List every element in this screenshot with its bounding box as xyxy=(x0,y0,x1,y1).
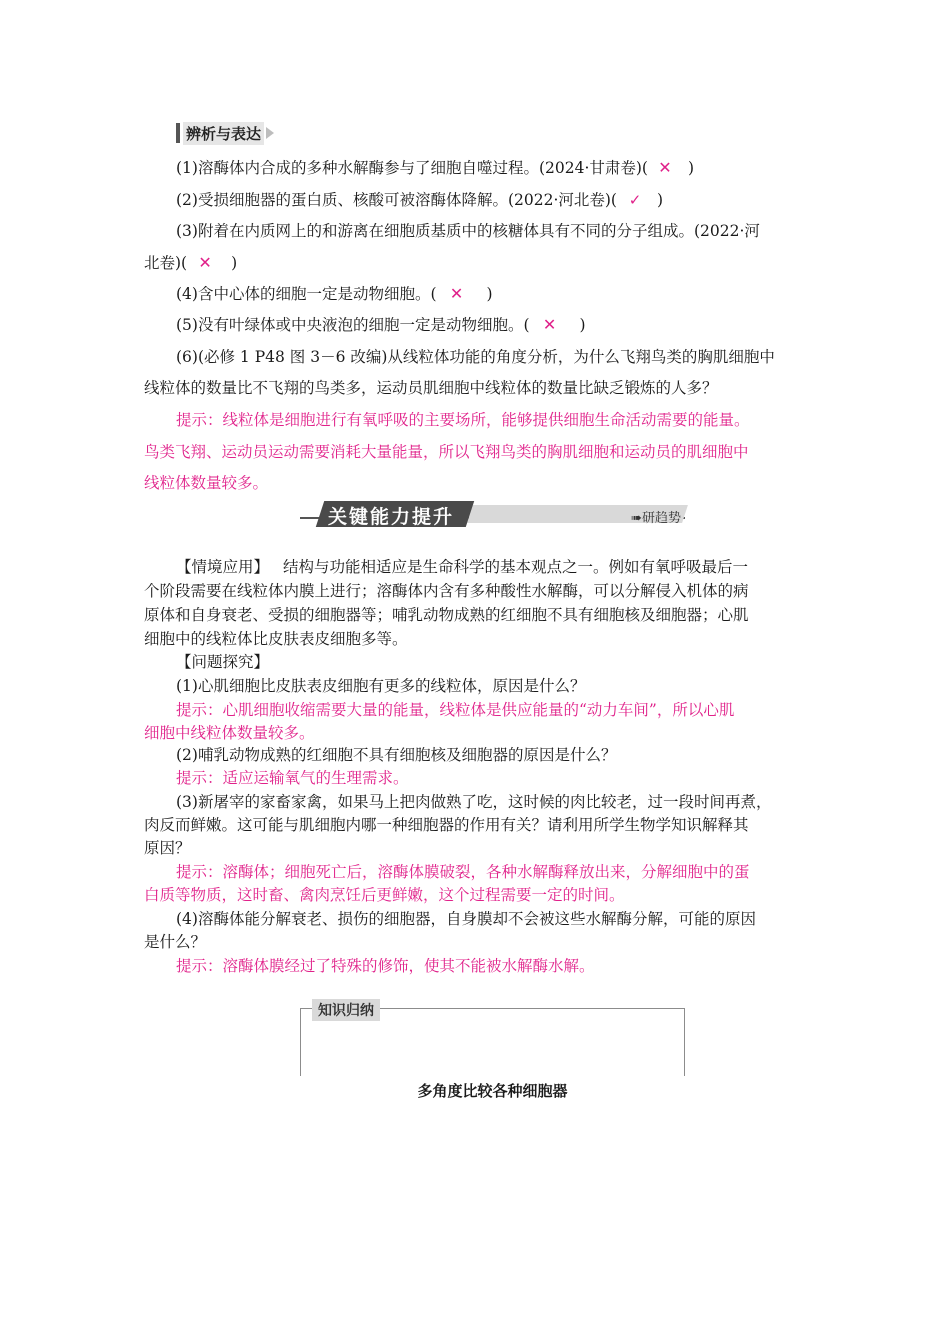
explore-question-3-line2: 肉反而鲜嫩。这可能与肌细胞内哪一种细胞器的作用有关？请利用所学生物学知识解释其 xyxy=(144,816,749,834)
knowledge-title: 多角度比较各种细胞器 xyxy=(417,1082,568,1100)
judgement-item-2: (2)受损细胞器的蛋白质、核酸可被溶酶体降解。(2022·河北卷)( ✓ ) xyxy=(176,191,664,209)
wrong-mark-icon: ✕ xyxy=(449,284,464,303)
judgement-item-1: (1)溶酶体内合成的多种水解酶参与了细胞自噬过程。(2024·甘肃卷)( ✕ ) xyxy=(176,158,695,177)
wrong-mark-icon: ✕ xyxy=(198,253,212,272)
judgement-item-4: (4)含中心体的细胞一定是动物细胞。( ✕ ) xyxy=(176,284,493,303)
section-tag-analysis xyxy=(176,122,274,144)
explore-question-4-line2: 是什么？ xyxy=(144,933,207,951)
judgement-item-5: (5)没有叶绿体或中央液泡的细胞一定是动物细胞。( ✕ ) xyxy=(176,315,586,334)
section-banner xyxy=(300,499,685,531)
context-line4: 细胞中的线粒体比皮肤表皮细胞多等。 xyxy=(144,630,408,648)
judgement-item-3-line2: 北卷)( ✕ ) xyxy=(144,253,238,272)
explore-hint-3-line1: 提示：溶酶体；细胞死亡后，溶酶体膜破裂，各种水解酶释放出来，分解细胞中的蛋 xyxy=(176,863,750,881)
explore-question-1: (1)心肌细胞比皮肤表皮细胞有更多的线粒体，原因是什么？ xyxy=(176,677,586,695)
tag-bar xyxy=(176,123,180,143)
correct-mark-icon: ✓ xyxy=(628,191,642,209)
explore-hint-2: 提示：适应运输氧气的生理需求。 xyxy=(176,769,409,787)
explore-label: 【问题探究】 xyxy=(176,653,270,671)
triangle-icon xyxy=(266,127,274,139)
wrong-mark-icon: ✕ xyxy=(658,158,672,177)
context-line3: 原体和自身衰老、受损的细胞器等；哺乳动物成熟的红细胞不具有细胞核及细胞器；心肌 xyxy=(144,606,749,624)
wrong-mark-icon: ✕ xyxy=(542,315,557,334)
banner-subtitle: ➠研趋势 xyxy=(631,511,681,526)
banner-title: 关键能力提升 xyxy=(328,506,455,528)
question-6-line2: 线粒体的数量比不飞翔的鸟类多，运动员肌细胞中线粒体的数量比缺乏锻炼的人多？ xyxy=(144,379,718,397)
explore-question-3-line3: 原因？ xyxy=(144,839,191,857)
explore-hint-3-line2: 白质等物质，这时畜、禽肉烹饪后更鲜嫩，这个过程需要一定的时间。 xyxy=(144,886,625,904)
context-line2: 个阶段需要在线粒体内膜上进行；溶酶体内含有多种酸性水解酶，可以分解侵入机体的病 xyxy=(144,582,749,600)
explore-hint-4: 提示：溶酶体膜经过了特殊的修饰，使其不能被水解酶水解。 xyxy=(176,957,595,975)
explore-hint-1-line2: 细胞中线粒体数量较多。 xyxy=(144,724,315,742)
context-label: 【情境应用】 xyxy=(176,558,270,576)
explore-hint-1-line1: 提示：心肌细胞收缩需要大量的能量，线粒体是供应能量的“动力车间”，所以心肌 xyxy=(176,701,735,719)
hint-6-line2: 鸟类飞翔、运动员运动需要消耗大量能量，所以飞翔鸟类的胸肌细胞和运动员的肌细胞中 xyxy=(144,443,749,461)
explore-question-2: (2)哺乳动物成熟的红细胞不具有细胞核及细胞器的原因是什么？ xyxy=(176,746,617,764)
explore-question-3-line1: (3)新屠宰的家畜家禽，如果马上把肉做熟了吃，这时候的肉比较老，过一段时间再煮， xyxy=(176,793,772,811)
section-tag-label: 辨析与表达 xyxy=(183,122,264,145)
context-line1: 【情境应用】 结构与功能相适应是生命科学的基本观点之一。例如有氧呼吸最后一 xyxy=(176,558,749,576)
hint-6-line3: 线粒体数量较多。 xyxy=(144,474,269,492)
hint-6-line1: 提示：线粒体是细胞进行有氧呼吸的主要场所，能够提供细胞生命活动需要的能量。 xyxy=(176,411,750,429)
explore-question-4-line1: (4)溶酶体能分解衰老、损伤的细胞器，自身膜却不会被这些水解酶分解，可能的原因 xyxy=(176,910,756,928)
judgement-item-3-line1: (3)附着在内质网上的和游离在细胞质基质中的核糖体具有不同的分子组成。(2022·河 xyxy=(176,222,760,240)
question-6-line1: (6)(必修 1 P48 图 3－6 改编)从线粒体功能的角度分析，为什么飞翔鸟类的胸肌细胞中 xyxy=(176,348,775,366)
knowledge-tag: 知识归纳 xyxy=(312,999,380,1021)
